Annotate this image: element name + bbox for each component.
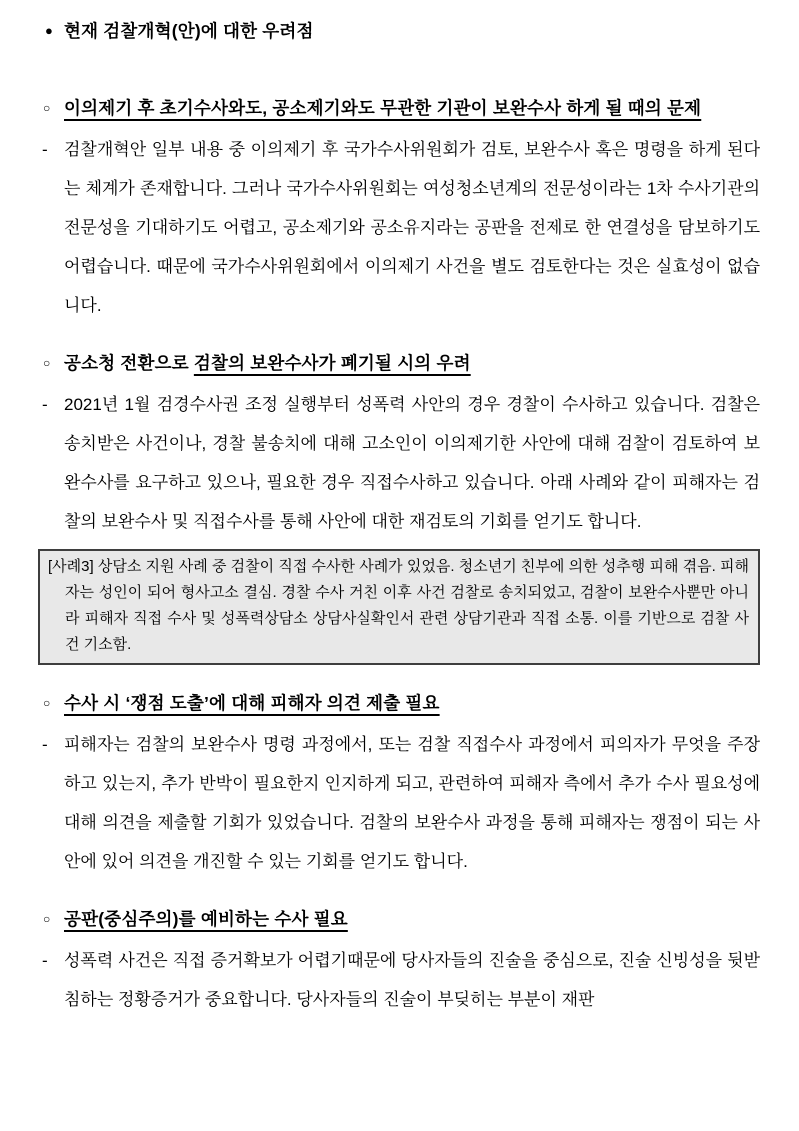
document-title-text: 현재 검찰개혁(안)에 대한 우려점: [64, 21, 314, 41]
document-title: [38, 18, 760, 44]
section-heading: [38, 681, 760, 725]
open-circle-bullet-icon: ○: [43, 101, 51, 115]
section-heading-plain-text: 공소청 전환으로: [64, 353, 194, 373]
body-paragraph-text: 검찰개혁안 일부 내용 중 이의제기 후 국가수사위원회가 검토, 보완수사 혹은 명령을 하게 된다는 체계가 존재합니다. 그러나 국가수사위원회는 여성청소년계의 전문성이라는 1차 수사기관의 전문성을 기대하기도 어렵고, 공소제기와 공소유지라는 공판을 전제로 한 연결성을 담보하기도 어렵습니다. 때문에 국가수사위원회에서 이의제기 사건을 별도 검토한다는 것은 실효성이 없습니다.: [64, 140, 760, 315]
body-paragraph-text: 2021년 1월 검경수사권 조정 실행부터 성폭력 사안의 경우 경찰이 수사하고 있습니다. 검찰은 송치받은 사건이나, 경찰 불송치에 대해 고소인이 이의제기한 사안에 대해 검찰이 검토하여 보완수사를 요구하고 있으나, 필요한 경우 직접수사하고 있습니다. 아래 사례와 같이 피해자는 검찰의 보완수사 및 직접수사를 통해 사안에 대한 재검토의 기회를 얻기도 합니다.: [64, 395, 760, 531]
dash-marker: -: [42, 735, 48, 754]
section-heading-text: 이의제기 후 초기수사와도, 공소제기와도 무관한 기관이 보완수사 하게 될 때의 문제: [64, 98, 702, 118]
dash-marker: -: [42, 951, 48, 970]
section-heading: [38, 897, 760, 941]
filled-bullet-icon: ●: [45, 23, 54, 38]
section-heading-text: 수사 시 ‘쟁점 도출’에 대해 피해자 의견 제출 필요: [64, 693, 440, 713]
section-heading: [38, 86, 760, 130]
open-circle-bullet-icon: ○: [43, 356, 51, 370]
body-paragraph-text: 성폭력 사건은 직접 증거확보가 어렵기때문에 당사자들의 진술을 중심으로, 진술 신빙성을 뒷받침하는 정황증거가 중요합니다. 당사자들의 진술이 부딪히는 부분이 재판: [64, 951, 760, 1009]
section-heading-text: 공판(중심주의)를 예비하는 수사 필요: [64, 909, 348, 929]
section-heading: [38, 341, 760, 385]
open-circle-bullet-icon: ○: [43, 912, 51, 926]
body-paragraph: [38, 130, 760, 325]
body-paragraph: [38, 941, 760, 1019]
section-objection-agency: [38, 86, 760, 325]
body-paragraph: [38, 725, 760, 881]
section-trial-preparation: [38, 897, 760, 1019]
body-paragraph: [38, 385, 760, 541]
case-example-box: [38, 549, 760, 665]
section-heading-text: 검찰의 보완수사가 폐기될 시의 우려: [193, 353, 471, 373]
section-supplementary-investigation: [38, 341, 760, 665]
section-victim-opinion: [38, 681, 760, 881]
open-circle-bullet-icon: ○: [43, 696, 51, 710]
dash-marker: -: [42, 140, 48, 159]
case-example-text: [사례3] 상담소 지원 사례 중 검찰이 직접 수사한 사례가 있었음. 청소년기 친부에 의한 성추행 피해 겪음. 피해자는 성인이 되어 형사고소 결심. 경찰 수사 거친 이후 사건 검찰로 송치되었고, 검찰이 보완수사뿐만 아니라 피해자 직접 수사 및 성폭력상담소 상담사실확인서 관련 상담기관과 직접 소통. 이를 기반으로 검찰 사건 기소함.: [48, 558, 749, 653]
dash-marker: -: [42, 395, 48, 414]
body-paragraph-text: 피해자는 검찰의 보완수사 명령 과정에서, 또는 검찰 직접수사 과정에서 피의자가 무엇을 주장하고 있는지, 추가 반박이 필요한지 인지하게 되고, 관련하여 피해자 측에서 추가 수사 필요성에 대해 의견을 제출할 기회가 있었습니다. 검찰의 보완수사 과정을 통해 피해자는 쟁점이 되는 사안에 있어 의견을 개진할 수 있는 기회를 얻기도 합니다.: [64, 735, 760, 871]
